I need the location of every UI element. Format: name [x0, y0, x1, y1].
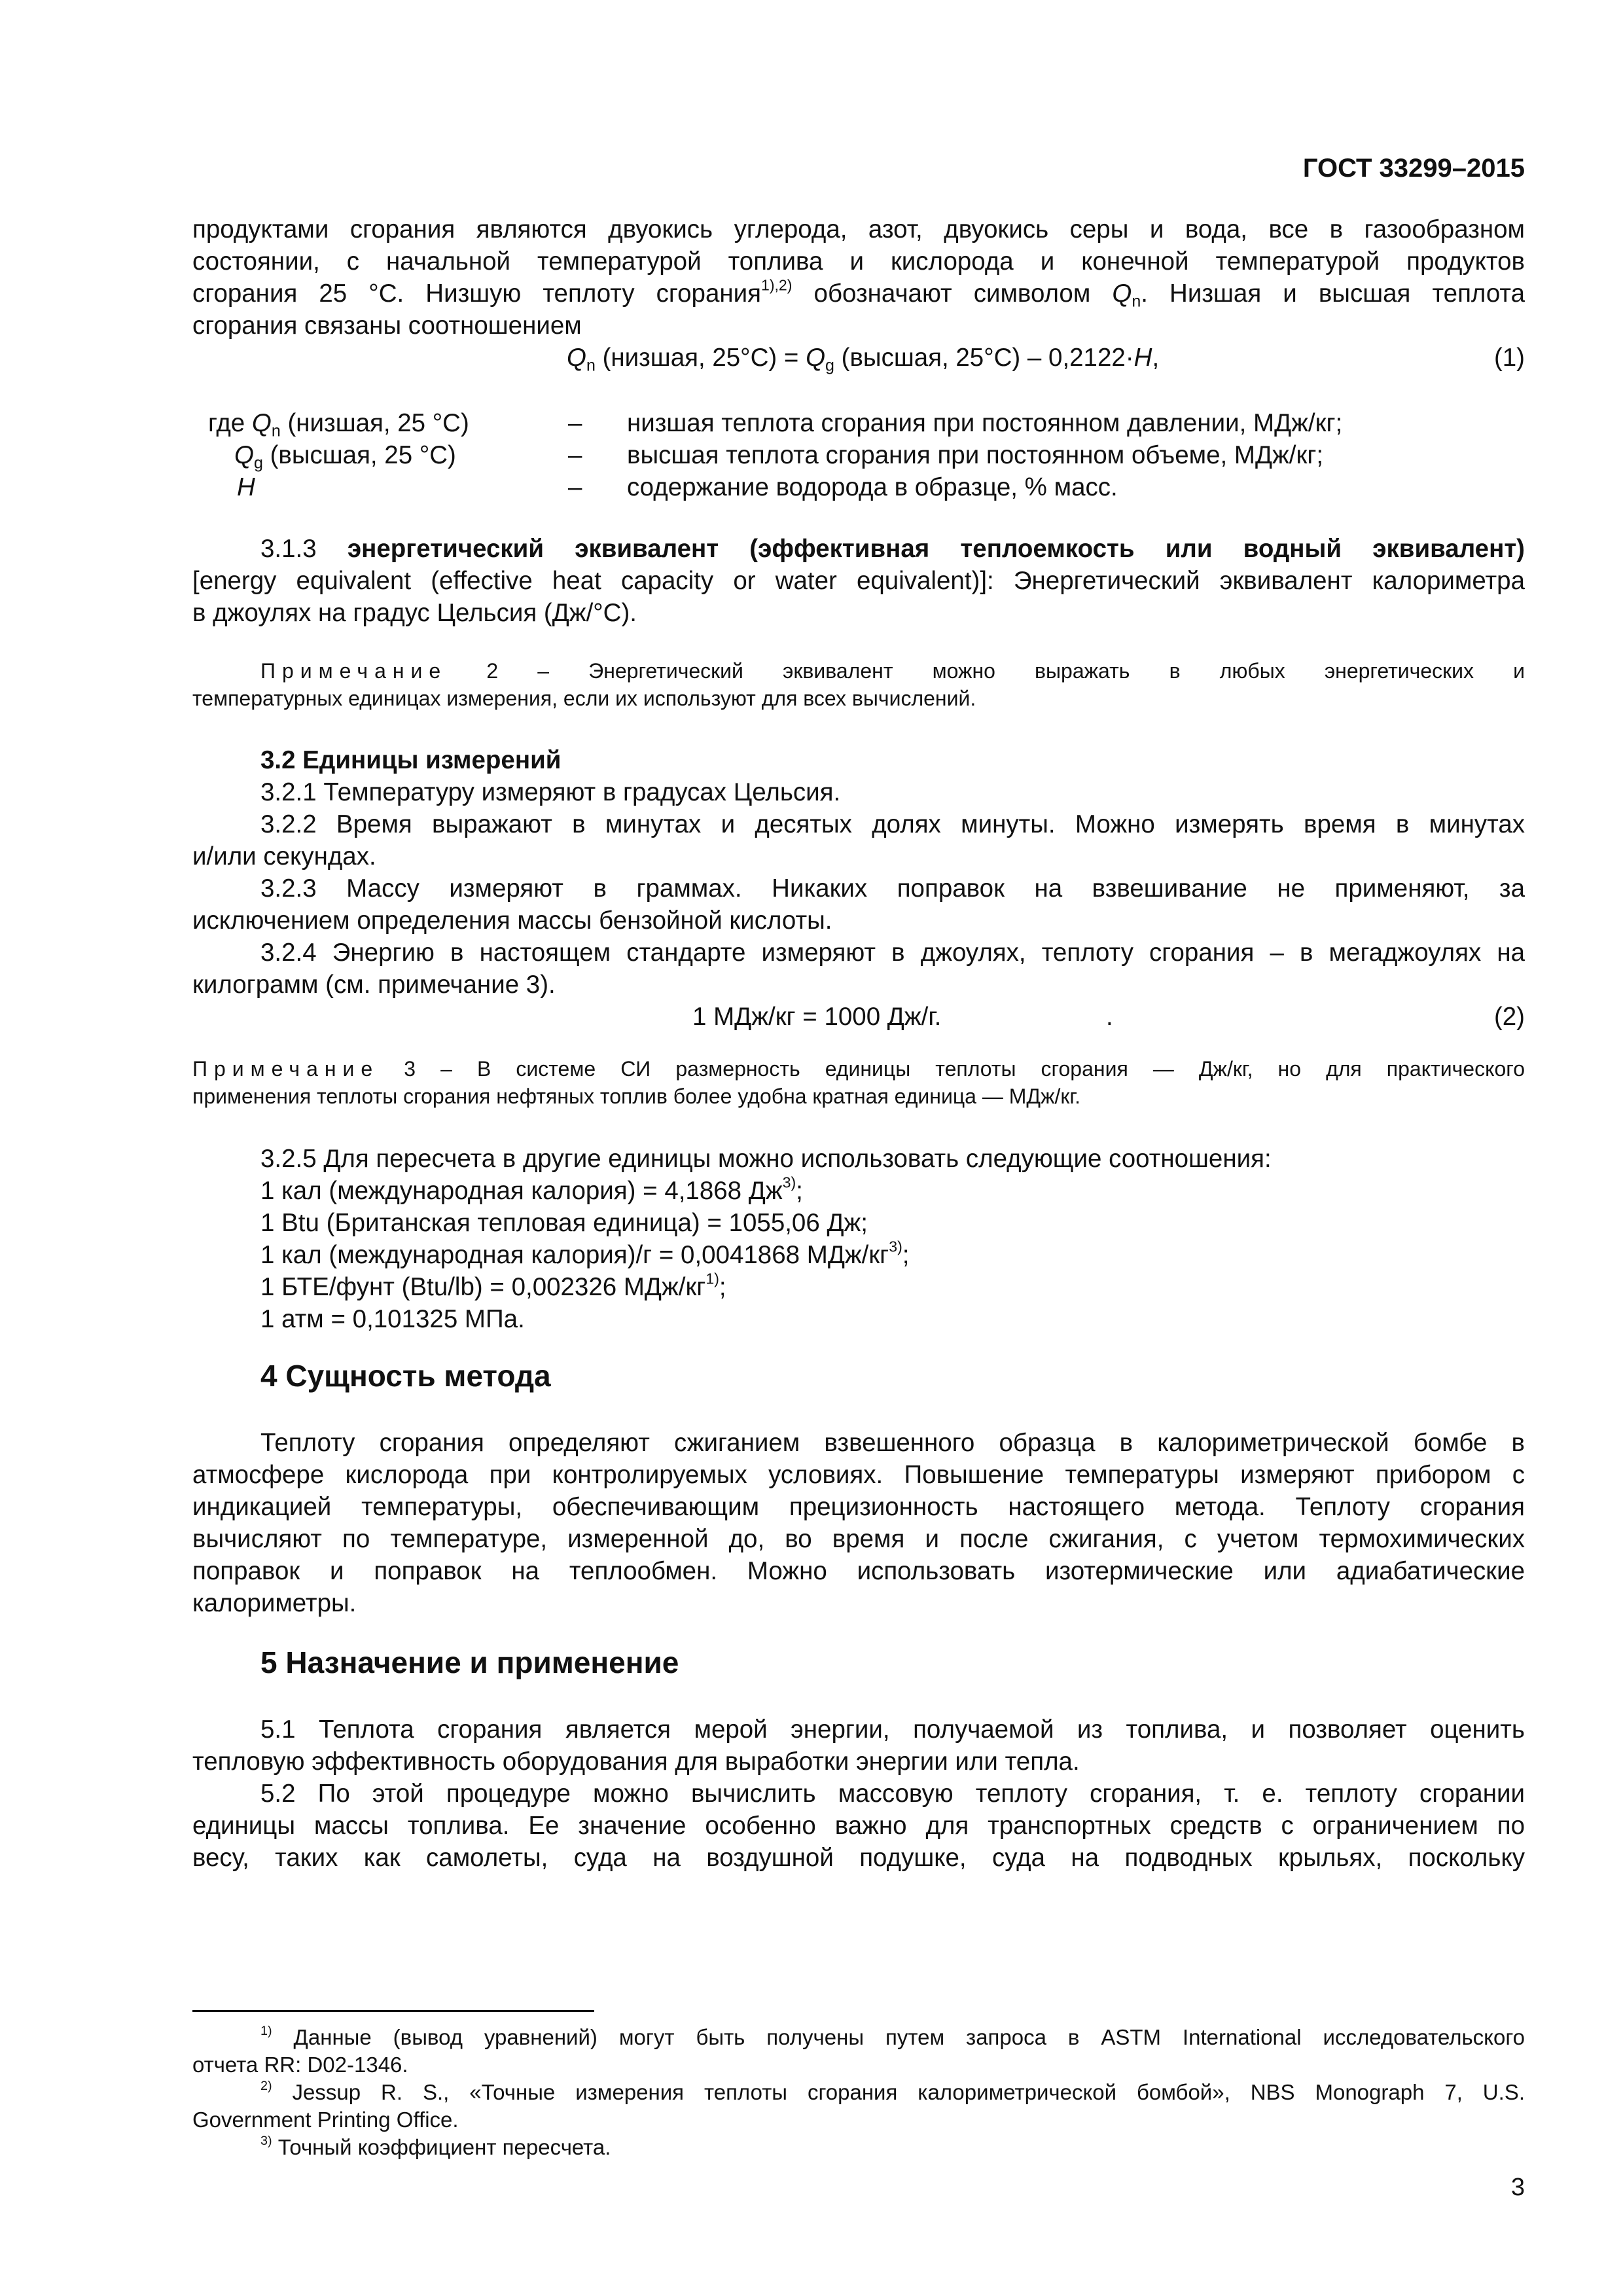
- intro-line-1: продуктами сгорания являются двуокись углерода, азот, двуокись серы и вода, все в газообразном: [192, 215, 1525, 243]
- footnote-mark: 3): [260, 2134, 272, 2149]
- section-4-line-5: поправок и поправок на теплообмен. Можно использовать изотермические или адиабатические: [192, 1557, 1525, 1585]
- section-3-2-heading: 3.2 Единицы измерений: [260, 746, 562, 774]
- clause-5-2-line-1: 5.2 По этой процедуре можно вычислить массовую теплоту сгорания, т. е. теплоту сгорании: [260, 1780, 1525, 1808]
- text: ;: [902, 1241, 910, 1269]
- text: Данные (вывод уравнений) могут быть получены путем запроса в ASTM International исследовательского: [272, 2025, 1525, 2049]
- where-row-1-desc: низшая теплота сгорания при постоянном давлении, МДж/кг;: [627, 409, 1343, 437]
- symbol: Q: [806, 344, 826, 372]
- subscript: g: [253, 454, 263, 473]
- clause-3-2-1: 3.2.1 Температуру измеряют в градусах Цельсия.: [260, 778, 841, 806]
- clause-5-1-line-2: тепловую эффективность оборудования для выработки энергии или тепла.: [192, 1748, 1080, 1776]
- clause-5-1-line-1: 5.1 Теплота сгорания является мерой энергии, получаемой из топлива, и позволяет оценить: [260, 1715, 1525, 1744]
- formula-1-number: (1): [1493, 344, 1525, 372]
- clause-3-2-4-line-2: килограмм (см. примечание 3).: [192, 971, 556, 999]
- text: 1 БТЕ/фунт (Btu/lb) = 0,002326 МДж/кг: [260, 1273, 706, 1301]
- footnote-1-line-1: [260, 2024, 1525, 2051]
- where-row-3-desc: содержание водорода в образце, % масс.: [627, 473, 1118, 501]
- clause-5-2-line-2: единицы массы топлива. Ее значение особенно важно для транспортных средств с ограничением по: [192, 1812, 1525, 1840]
- text: 1 кал (международная калория)/г = 0,0041868 МДж/кг: [260, 1241, 889, 1269]
- text: (низшая, 25°C) =: [595, 344, 806, 372]
- intro-line-2: состоянии, с начальной температурой топлива и кислорода и конечной температурой продуктов: [192, 247, 1525, 276]
- clause-3-2-3-line-1: 3.2.3 Массу измеряют в граммах. Никаких поправок на взвешивание не применяют, за: [260, 874, 1525, 903]
- text: 1 кал (международная калория) = 4,1868 Дж: [260, 1177, 783, 1205]
- footnote-ref: 1): [705, 1270, 719, 1287]
- text: . Низшая и высшая теплота: [1141, 279, 1525, 308]
- term: энергетический эквивалент (эффективная теплоемкость или водный эквивалент): [347, 535, 1525, 563]
- symbol: Q: [1112, 279, 1132, 308]
- text: 3 – В системе СИ размерность единицы теплоты сгорания — Дж/кг, но для практического: [404, 1057, 1525, 1081]
- section-4-heading: 4 Сущность метода: [260, 1359, 551, 1393]
- footnote-mark: 1): [260, 2024, 272, 2039]
- section-4-line-6: калориметры.: [192, 1589, 357, 1617]
- clause-number: 3.1.3: [260, 535, 348, 563]
- text: (высшая, 25°C) – 0,2122·: [834, 344, 1134, 372]
- where-row-1-dash: –: [568, 409, 582, 437]
- formula-1: [567, 342, 1159, 374]
- text: где: [208, 409, 252, 437]
- footnote-2-line-2: Government Printing Office.: [192, 2108, 459, 2132]
- formula-2: 1 МДж/кг = 1000 Дж/г.: [692, 1003, 942, 1031]
- conversion-3: [260, 1239, 1593, 1271]
- formula-2-number: (2): [1493, 1003, 1525, 1031]
- text: Jessup R. S., «Точные измерения теплоты сгорания калориметрической бомбой», NBS Monograph 7, U.S.: [272, 2080, 1525, 2104]
- symbol: Q: [567, 344, 586, 372]
- conversion-5: 1 атм = 0,101325 МПа.: [260, 1305, 525, 1333]
- clause-3-2-2-line-1: 3.2.2 Время выражают в минутах и десятых долях минуты. Можно измерять время в минутах: [260, 810, 1525, 838]
- intro-line-3: [192, 278, 1525, 310]
- text: ,: [1152, 344, 1160, 372]
- note-3-line-2: применения теплоты сгорания нефтяных топлив более удобна кратная единица — МДж/кг.: [192, 1085, 1081, 1108]
- where-row-1-term: [208, 407, 469, 439]
- note-label: Примечание: [192, 1057, 380, 1081]
- conversion-2: 1 Btu (Британская тепловая единица) = 1055,06 Дж;: [260, 1209, 868, 1237]
- symbol: H: [237, 473, 255, 501]
- footnote-3: [260, 2134, 1593, 2161]
- text: сгорания 25 °C. Низшую теплоту сгорания: [192, 279, 761, 308]
- footnote-mark: 2): [260, 2079, 272, 2094]
- intro-line-4: сгорания связаны соотношением: [192, 312, 582, 340]
- text: (высшая, 25 °C): [262, 441, 456, 469]
- page-number: 3: [1510, 2174, 1525, 2201]
- clause-3-2-4-line-1: 3.2.4 Энергию в настоящем стандарте измеряют в джоулях, теплоту сгорания – в мегаджоулях на: [260, 939, 1525, 967]
- section-5-heading: 5 Назначение и применение: [260, 1645, 679, 1679]
- formula-2-dot: .: [1106, 1003, 1113, 1031]
- clause-3-1-3-line-2: [energy equivalent (effective heat capacity or water equivalent)]: Энергетический эквивалент калориметра: [192, 567, 1525, 595]
- conversion-1: [260, 1175, 1593, 1207]
- note-label: Примечание: [260, 659, 448, 683]
- subscript: n: [1132, 292, 1141, 311]
- text: (низшая, 25 °C): [280, 409, 469, 437]
- note-2-line-2: температурных единицах измерения, если их используют для всех вычислений.: [192, 687, 976, 710]
- note-3-line-1: [192, 1055, 1525, 1083]
- note-2-line-1: [260, 657, 1525, 685]
- footnote-separator: [192, 2010, 594, 2012]
- document-code: ГОСТ 33299–2015: [1302, 154, 1525, 183]
- symbol: Q: [251, 409, 272, 437]
- clause-3-1-3-line-1: [260, 533, 1525, 565]
- where-row-2-term: [234, 439, 456, 471]
- text: обозначают символом: [792, 279, 1113, 308]
- subscript: g: [825, 356, 834, 375]
- footnote-2-line-1: [260, 2079, 1525, 2106]
- section-4-line-4: вычисляют по температуре, измеренной до, во время и после сжигания, с учетом термохимических: [192, 1525, 1525, 1553]
- text: Точный коэффициент пересчета.: [272, 2135, 611, 2159]
- text: ;: [796, 1177, 803, 1205]
- where-row-2-dash: –: [568, 441, 582, 469]
- clause-3-2-3-line-2: исключением определения массы бензойной кислоты.: [192, 906, 832, 935]
- where-row-3-term: [237, 471, 255, 503]
- text: ;: [719, 1273, 726, 1301]
- footnote-ref: 3): [889, 1238, 902, 1255]
- where-row-2-desc: высшая теплота сгорания при постоянном объеме, МДж/кг;: [627, 441, 1324, 469]
- section-4-line-2: атмосфере кислорода при контролируемых условиях. Повышение температуры измеряют прибором с: [192, 1461, 1525, 1489]
- footnote-ref: 1),2): [760, 276, 793, 294]
- subscript: n: [586, 356, 596, 375]
- footnote-ref: 3): [782, 1174, 796, 1191]
- footnote-1-line-2: отчета RR: D02-1346.: [192, 2053, 408, 2077]
- symbol: Q: [234, 441, 254, 469]
- text: 2 – Энергетический эквивалент можно выражать в любых энергетических и: [486, 659, 1525, 683]
- subscript: n: [271, 422, 281, 440]
- clause-3-1-3-line-3: в джоулях на градус Цельсия (Дж/°С).: [192, 599, 637, 627]
- clause-3-2-5-intro: 3.2.5 Для пересчета в другие единицы можно использовать следующие соотношения:: [260, 1145, 1272, 1173]
- section-4-line-3: индикацией температуры, обеспечивающим прецизионность настоящего метода. Теплоту сгорания: [192, 1493, 1525, 1521]
- clause-3-2-2-line-2: и/или секундах.: [192, 842, 376, 870]
- clause-5-2-line-3: весу, таких как самолеты, суда на воздушной подушке, суда на подводных крыльях, поскольку: [192, 1844, 1525, 1872]
- where-row-3-dash: –: [568, 473, 582, 501]
- symbol: H: [1133, 344, 1152, 372]
- section-4-line-1: Теплоту сгорания определяют сжиганием взвешенного образца в калориметрической бомбе в: [260, 1429, 1525, 1457]
- conversion-4: [260, 1271, 1593, 1303]
